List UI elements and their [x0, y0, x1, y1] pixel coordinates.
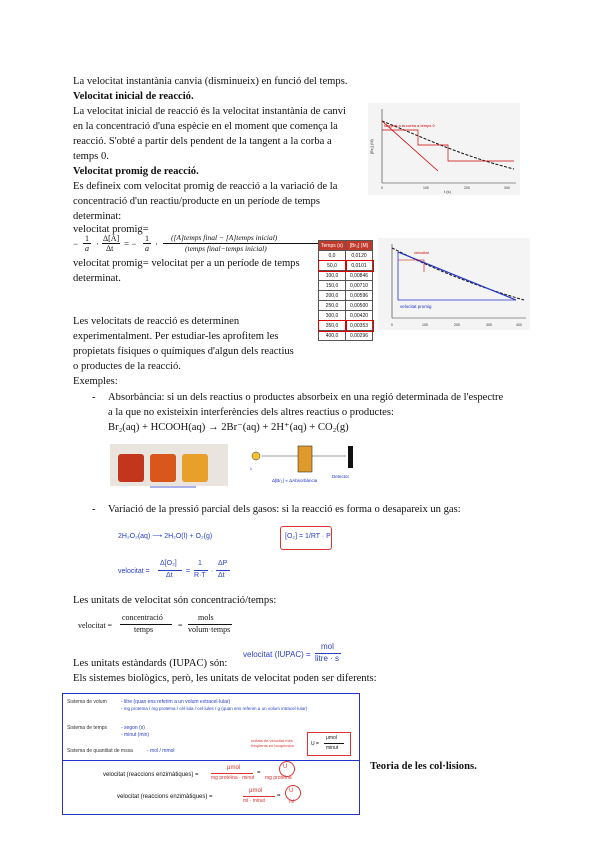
tick-label: 100 — [423, 186, 429, 190]
table-cell: 400,0 — [319, 331, 346, 341]
table-cell: 300,0 — [319, 311, 346, 321]
text-line: experimentalment. Per estudiar-les aprofitem les — [73, 331, 279, 342]
frac-num: Δ[O₂] — [160, 560, 177, 567]
frac-den: ml — [289, 799, 295, 805]
frac-den: Δt — [106, 244, 114, 253]
tick-label: 0 — [381, 186, 383, 190]
chart-note: tangent a la corba a temps 0 — [384, 123, 435, 128]
tick-label: 100 — [422, 323, 428, 327]
row-text: - minut (min) — [121, 732, 150, 738]
frac-den: mg proteïna — [265, 775, 292, 781]
frac-den: a — [85, 244, 89, 253]
frac-num: ([A]temps final − [A]temps inicial) — [171, 233, 278, 242]
tick-label: 200 — [454, 323, 460, 327]
frac-num: mols — [198, 613, 214, 622]
gas-pressure-figure: 2H₂O₂(aq) ⟶ 2H₂O(l) + O₂(g) [O₂] = 1/RT · P velocitat = Δ[O₂] Δt = 1 R·T · ΔP Δt — [118, 524, 378, 584]
tick-label: 300 — [504, 186, 510, 190]
side-note: unitats de velocitat més — [251, 738, 293, 743]
frac-den: Δt — [218, 572, 225, 579]
table-cell: 0,00710 — [346, 281, 373, 291]
reaction-equation: Br₂(aq) + HCOOH(aq) → 2Br⁻(aq) + 2H⁺(aq) + CO₂(g) — [108, 422, 349, 433]
text-line: reacció. S'obté a partir dels pendent de la tangent a la corba a — [73, 136, 332, 147]
table-cell: 250,0 — [319, 301, 346, 311]
iupac-formula — [243, 642, 373, 670]
text-line: o productes de la reacció. — [73, 361, 181, 372]
chart-note: velocitat — [414, 250, 429, 255]
tick-label: 200 — [464, 186, 470, 190]
table-cell: 200,0 — [319, 291, 346, 301]
row-label: Sistema de volum — [67, 699, 107, 705]
side-note: freqüents en bioquímica — [251, 743, 294, 748]
row-text: - litre (quan ens referim a un volum extracel·lular) — [121, 699, 231, 705]
frac-num: Δ[A] — [103, 234, 120, 243]
frac-num: mol — [321, 642, 334, 651]
frac-den: Δt — [166, 572, 173, 579]
text-line: propietats físiques o químiques d'algun dels reactius — [73, 346, 294, 357]
unit-box — [307, 732, 351, 756]
text-line: Variació de la pressió parcial dels gasos: si la reacció es forma o desapareix un gas: — [108, 504, 461, 515]
text-line: Les velocitats de reacció es determinen — [73, 316, 240, 327]
text-line: velocitat promig= velocitat per a un període de temps — [73, 258, 300, 269]
chart-note: velocitat promig — [400, 304, 432, 309]
frac-num: concentració — [122, 613, 163, 622]
frac-den: minut — [326, 745, 339, 751]
frac-num: 1 — [85, 234, 89, 243]
x-axis-label: t (s) — [444, 189, 451, 194]
frac-den: mg proteïna · minut — [211, 775, 255, 781]
row-text: - mg proteïna / mg proteïna / cèl·lula / cel·lules / g (quan ens referim a un volum intracel·lular) — [121, 706, 308, 711]
table-cell: 0,00420 — [346, 311, 373, 321]
table-cell: 0,0 — [319, 251, 346, 261]
table-cell: 150,0 — [319, 281, 346, 291]
average-rate-chart — [378, 238, 530, 330]
heading-initial-rate: Velocitat inicial de reacció. — [73, 91, 194, 102]
frac-den: R·T — [194, 572, 206, 579]
frac-num: ΔP — [218, 560, 228, 567]
row-text: - segon (s) — [121, 725, 145, 731]
table-header: [Br₂] (M) — [346, 241, 373, 251]
text-line: Absorbància: si un dels reactius o productes absorbeix en una regió determinada de l'espectre — [108, 392, 504, 403]
heading-collision-theory: Teoria de les col·lisions. — [370, 761, 477, 772]
arrow-label: Δ[Br₂] ∝ ΔAbsorbància — [272, 478, 318, 483]
text-line: en la concentració d'una espècie en el moment que comença la — [73, 121, 338, 132]
table-cell: 0,00500 — [346, 301, 373, 311]
gas-reaction: 2H₂O₂(aq) ⟶ 2H₂O(l) + O₂(g) — [118, 533, 213, 540]
text-line: La velocitat inicial de reacció és la velocitat instantània de canvi — [73, 106, 346, 117]
concentration-formula: [O₂] = 1/RT · P — [285, 533, 331, 540]
frac-num: μmol — [249, 788, 263, 794]
iupac-label: Les unitats estàndards (IUPAC) són: — [73, 658, 228, 669]
bio-units-figure: Sistema de volum - litre (quan ens referim a un volum extracel·lular) - mg proteïna / mg proteïna / cèl·lula / cel·lules / g (quan ens referim a un volum intracel·lular) Sistema de temps - segon (s) - minut (min) Sistema de quantitat de mssa - mol / mmol unitats de velocitat més freqüents en bioquímica U = μmol minut velocitat (reaccions enzimàtiques) = μmol mg proteïna · minut = U mg proteïna velocitat (reaccions enzimàtiques) = μmol ml · minut = U ml — [62, 693, 360, 815]
velocity-label: velocitat (reaccions enzimàtiques) = — [117, 794, 213, 800]
table-cell: 0,00296 — [346, 331, 373, 341]
concentration-box — [280, 526, 332, 550]
frac-num: U — [289, 788, 294, 794]
row-label: Sistema de quantitat de mssa — [67, 748, 133, 754]
bullet-dash: - — [92, 392, 96, 403]
text-line: temps 0. — [73, 151, 109, 162]
frac-den: volum·temps — [188, 625, 231, 634]
text-line: determinat. — [73, 273, 121, 284]
units-intro: Les unitats de velocitat són concentració/temps: — [73, 595, 277, 606]
units-formula: velocitat = concentració temps = mols volum·temps — [78, 613, 231, 634]
frac-den: (temps final−temps inicial) — [185, 244, 267, 253]
row-text: - mol / mmol — [147, 748, 175, 754]
concentration-table — [318, 240, 373, 341]
table-header: Temps (s) — [319, 241, 346, 251]
row-label: Sistema de temps — [67, 725, 108, 731]
table-cell: 0,0101 — [346, 261, 373, 271]
frac-num: μmol — [326, 735, 337, 741]
table-cell: 50,0 — [319, 261, 346, 271]
bullet-dash: - — [92, 504, 96, 515]
table-cell: 0,0120 — [346, 251, 373, 261]
velocity-label: velocitat (reaccions enzimàtiques) = — [103, 772, 199, 778]
table-cell: 0,00596 — [346, 291, 373, 301]
detector-label: Detector — [332, 474, 350, 479]
velocity-label: velocitat = — [78, 621, 113, 630]
bio-units-text: Els sistemes biològics, però, les unitats de velocitat poden ser diferents: — [73, 673, 377, 684]
table-cell: 350,0 — [319, 321, 346, 331]
velocity-label: velocitat = — [118, 568, 150, 575]
formula-label: velocitat promig= — [73, 224, 149, 235]
frac-num: U — [283, 764, 288, 770]
unit-box-label: U = — [311, 741, 319, 747]
velocity-label: velocitat (IUPAC) = — [243, 650, 311, 659]
table-cell: 100,0 — [319, 271, 346, 281]
average-rate-formula: − 1 a · Δ[A] Δt = − 1 a · ([A]temps final − [A]temps inicial) (temps final−temps inicial) — [73, 234, 343, 258]
text-line: Es defineix com velocitat promig de reacció a la variació de la — [73, 181, 338, 192]
frac-den: litre · s — [315, 654, 339, 663]
y-axis-label: [Br₂] (M) — [369, 139, 374, 154]
tick-label: 0 — [391, 323, 393, 327]
examples-label: Exemples: — [73, 376, 118, 387]
intro-text: La velocitat instantània canvia (disminueix) en funció del temps. — [73, 76, 348, 87]
text-line: determinat: — [73, 211, 122, 222]
tick-label: 300 — [486, 323, 492, 327]
lamp-label: λ — [250, 466, 252, 471]
absorbance-figure — [110, 444, 360, 490]
table-cell: 0,00846 — [346, 271, 373, 281]
frac-num: 1 — [198, 560, 202, 567]
initial-rate-chart — [368, 103, 520, 195]
text-line: a la que no existeixin interferències dels altres reactius o productes: — [108, 407, 394, 418]
frac-den: ml · minut — [243, 798, 265, 804]
frac-den: temps — [134, 625, 154, 634]
text-line: concentració d'un reactiu/producte en un període de temps — [73, 196, 320, 207]
tick-label: 400 — [516, 323, 522, 327]
table-cell: 0,00353 — [346, 321, 373, 331]
heading-average-rate: Velocitat promig de reacció. — [73, 166, 199, 177]
frac-num: μmol — [227, 765, 241, 771]
